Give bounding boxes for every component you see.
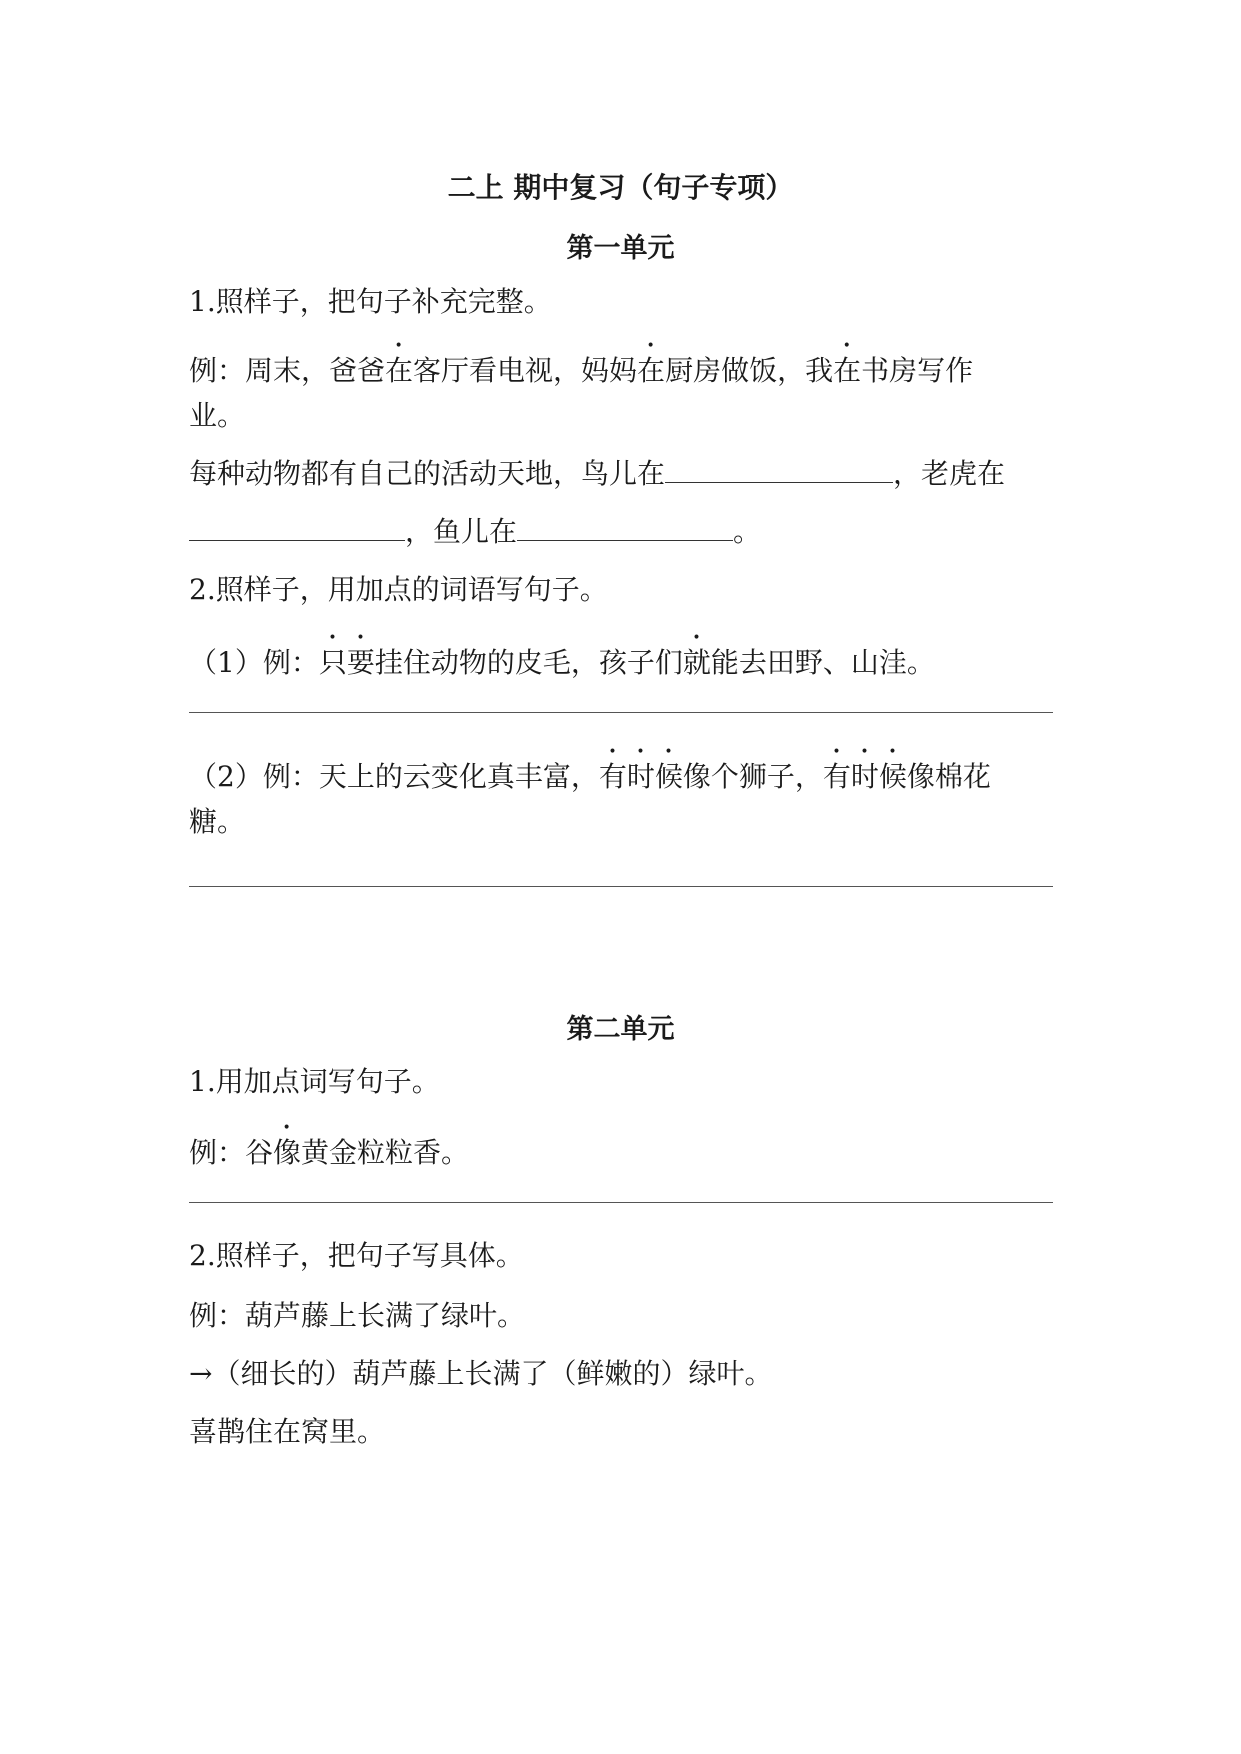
text: 客厅看电视，妈妈 xyxy=(413,354,638,387)
unit-1-heading: 第一单元 xyxy=(566,233,675,264)
text: 能去田野、山洼。 xyxy=(710,646,935,679)
text: 像个狮子， xyxy=(682,760,823,793)
text: （1）例： xyxy=(189,646,319,679)
emphasis-word: 只要 xyxy=(318,646,375,679)
unit2-q2-task: 喜鹊住在窝里。 xyxy=(189,1415,386,1448)
text: 例：周末，爸爸 xyxy=(189,354,386,387)
unit1-q1-fill-line2 xyxy=(189,512,761,552)
emphasis-word: 像 xyxy=(273,1136,302,1169)
text: （2）例：天上的云变化真丰富， xyxy=(189,760,599,793)
unit2-q1-example xyxy=(189,1120,469,1173)
unit1-q1-fill-line1 xyxy=(189,454,1005,494)
unit2-q1-prompt: 1.用加点词写句子。 xyxy=(189,1065,440,1098)
unit1-q1-example-cont: 业。 xyxy=(189,399,246,432)
unit2-q2-example: 例：葫芦藤上长满了绿叶。 xyxy=(189,1299,526,1332)
emphasis-word: 在 xyxy=(637,354,666,387)
emphasis-word: 在 xyxy=(833,354,862,387)
unit1-q2-prompt: 2.照样子，用加点的词语写句子。 xyxy=(189,573,608,606)
text: 。 xyxy=(733,515,762,548)
answer-line[interactable] xyxy=(189,712,1053,713)
text: ，老虎在 xyxy=(893,457,1006,490)
unit1-q1-prompt: 1.照样子，把句子补充完整。 xyxy=(189,285,552,318)
text: 挂住动物的皮毛，孩子们 xyxy=(374,646,683,679)
unit2-q2-prompt: 2.照样子，把句子写具体。 xyxy=(189,1239,524,1272)
text: 厨房做饭，我 xyxy=(665,354,834,387)
text: 书房写作 xyxy=(861,354,974,387)
emphasis-word: 有时候 xyxy=(822,760,907,793)
answer-line[interactable] xyxy=(189,1202,1053,1203)
unit2-q2-example-answer: →（细长的）葫芦藤上长满了（鲜嫩的）绿叶。 xyxy=(189,1357,773,1390)
text: 例：谷 xyxy=(189,1136,274,1169)
text: 黄金粒粒香。 xyxy=(301,1136,470,1169)
unit1-q1-example xyxy=(189,338,973,391)
text: 像棉花 xyxy=(906,760,991,793)
fill-blank-tiger[interactable] xyxy=(189,512,405,541)
emphasis-word: 在 xyxy=(385,354,414,387)
unit1-q2-example2 xyxy=(189,744,991,797)
fill-blank-bird[interactable] xyxy=(665,454,893,483)
unit1-q2-example1 xyxy=(189,630,935,683)
fill-blank-fish[interactable] xyxy=(517,512,733,541)
answer-line[interactable] xyxy=(189,886,1053,887)
unit1-q2-example2-cont: 糖。 xyxy=(189,805,246,838)
unit-2-heading: 第二单元 xyxy=(566,1014,675,1045)
text: ，鱼儿在 xyxy=(405,515,518,548)
text: 每种动物都有自己的活动天地，鸟儿在 xyxy=(189,457,666,490)
page-title: 二上 期中复习（句子专项） xyxy=(447,171,794,204)
emphasis-word: 有时候 xyxy=(598,760,683,793)
emphasis-word: 就 xyxy=(682,646,711,679)
